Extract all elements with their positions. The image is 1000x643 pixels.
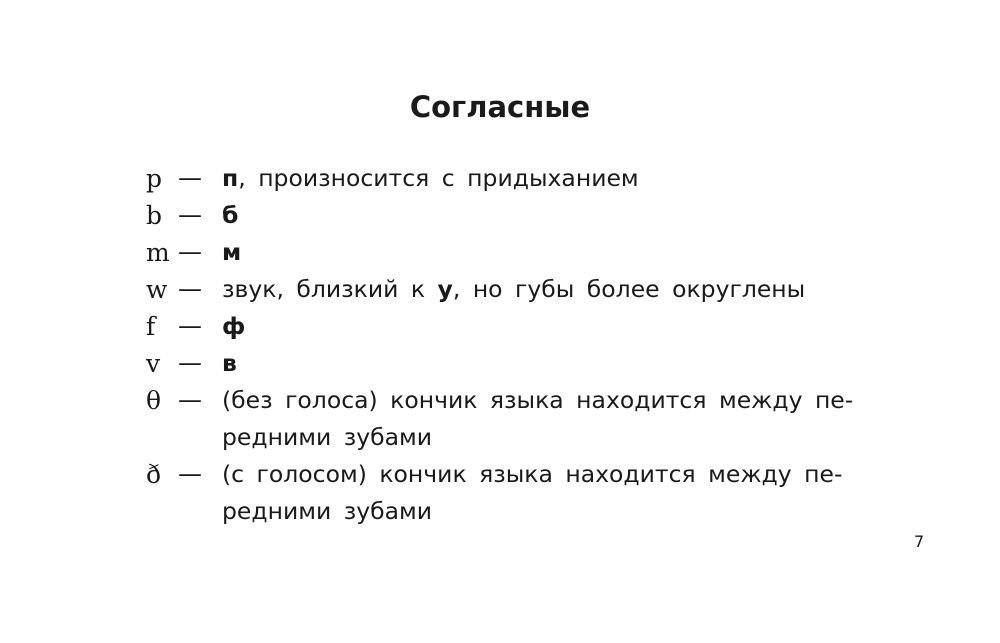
list-item bbox=[146, 234, 946, 271]
phonetic-symbol: p bbox=[146, 164, 163, 193]
description-continuation: редними зубами bbox=[222, 423, 433, 451]
russian-letter: м bbox=[222, 238, 242, 266]
description bbox=[222, 160, 902, 197]
list-item bbox=[146, 345, 946, 382]
description-text: (без голоса) кончик языка находится между пе- bbox=[222, 386, 854, 414]
phonetic-symbol: m bbox=[146, 238, 170, 267]
dash: — bbox=[178, 349, 202, 377]
dash: — bbox=[178, 386, 202, 414]
phonetic-symbol: f bbox=[146, 312, 156, 341]
dash: — bbox=[178, 238, 202, 266]
phonetic-symbol: w bbox=[146, 275, 168, 304]
dash: — bbox=[178, 460, 202, 488]
phonetic-symbol: θ bbox=[146, 386, 162, 415]
russian-letter: у bbox=[437, 275, 453, 303]
description-prefix: звук, близкий к bbox=[222, 275, 438, 303]
description-continuation: редними зубами bbox=[222, 497, 433, 525]
description bbox=[222, 345, 902, 382]
description-text: , но губы более округлены bbox=[452, 275, 806, 303]
description-text: (с голосом) кончик языка находится между пе- bbox=[222, 460, 843, 488]
description bbox=[222, 197, 902, 234]
description bbox=[222, 308, 902, 345]
russian-letter: п bbox=[222, 164, 239, 192]
list-item bbox=[146, 456, 946, 530]
list-item bbox=[146, 160, 946, 197]
page-number: 7 bbox=[914, 532, 925, 551]
dash: — bbox=[178, 312, 202, 340]
dash: — bbox=[178, 164, 202, 192]
russian-letter: б bbox=[222, 201, 239, 229]
russian-letter: ф bbox=[222, 312, 246, 340]
description bbox=[222, 234, 902, 271]
consonant-list bbox=[146, 160, 946, 530]
list-item bbox=[146, 308, 946, 345]
description-text: , произносится с придыханием bbox=[238, 164, 639, 192]
page-title: Согласные bbox=[409, 90, 591, 124]
dash: — bbox=[178, 275, 202, 303]
description bbox=[222, 271, 902, 308]
phonetic-symbol: ð bbox=[146, 460, 162, 489]
phonetic-symbol: v bbox=[146, 349, 161, 378]
dash: — bbox=[178, 201, 202, 229]
list-item bbox=[146, 197, 946, 234]
list-item bbox=[146, 382, 946, 456]
list-item bbox=[146, 271, 946, 308]
phonetic-symbol: b bbox=[146, 201, 163, 230]
description bbox=[222, 456, 902, 530]
russian-letter: в bbox=[222, 349, 237, 377]
description bbox=[222, 382, 902, 456]
